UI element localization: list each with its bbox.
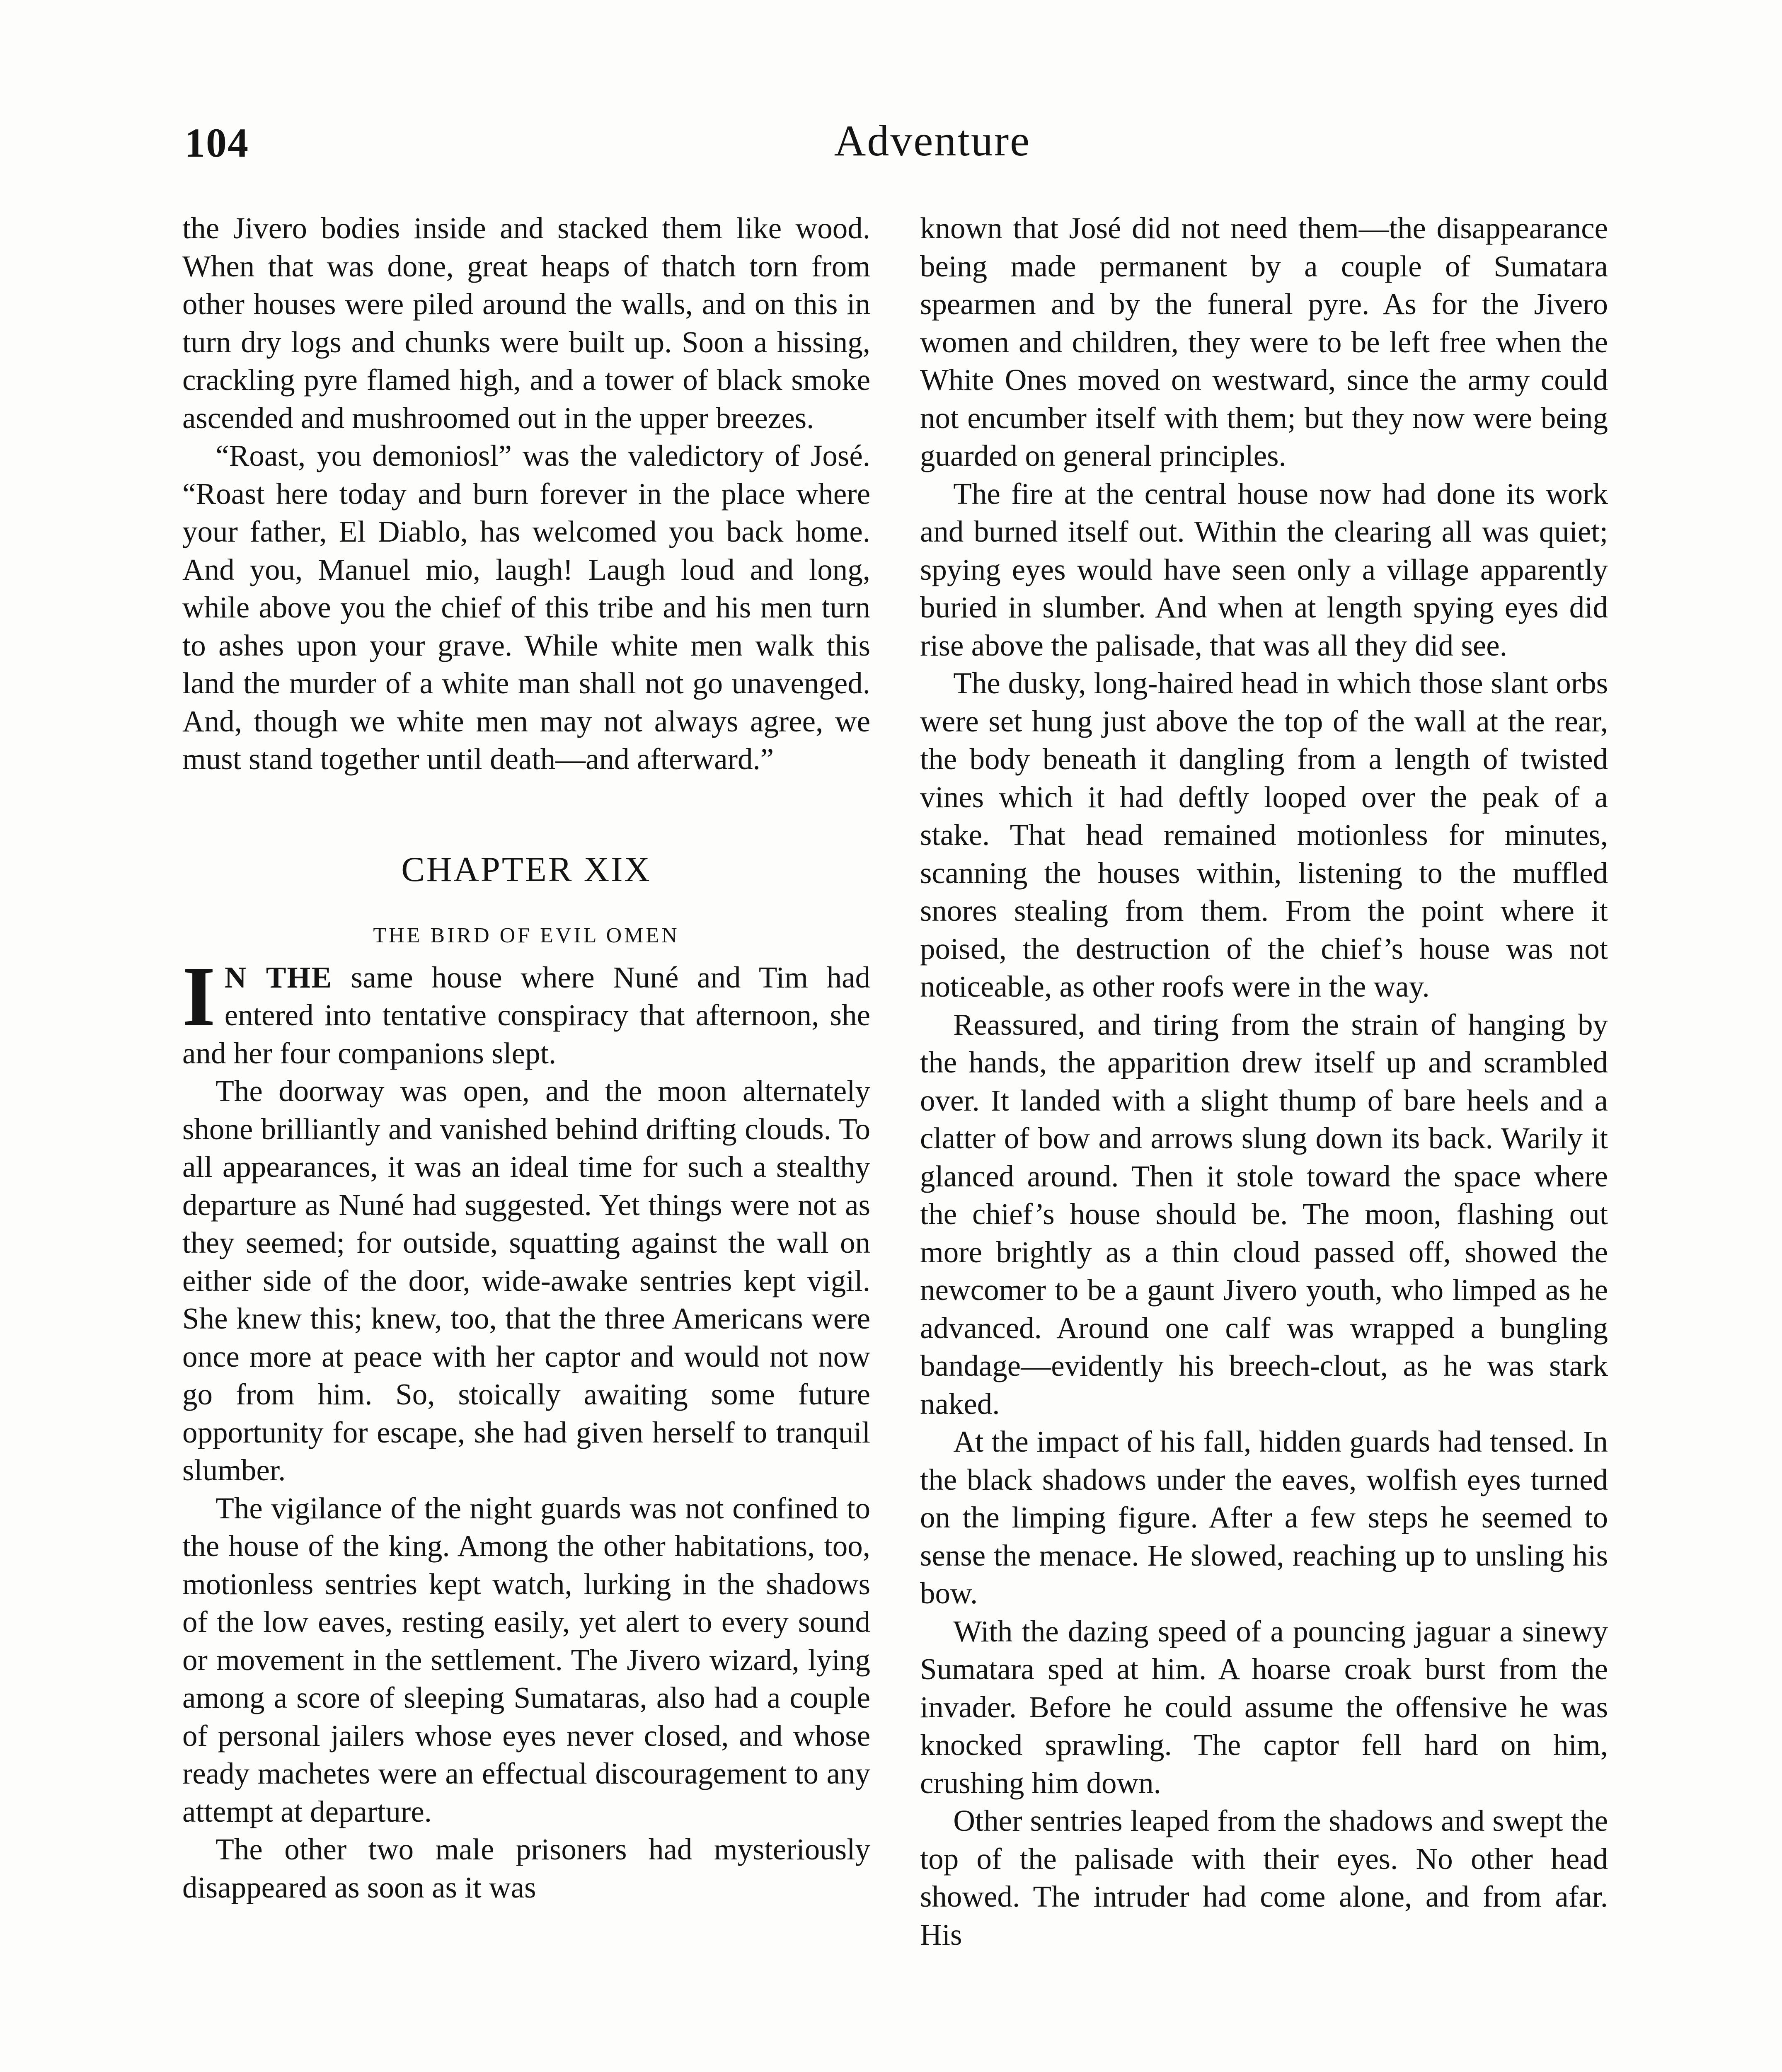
opening-text: same house where Nuné and Tim had entered into tentative conspiracy that afternoon, she and her four companions slept. (182, 960, 870, 1070)
paragraph: The doorway was open, and the moon alternately shone brilliantly and vanished behind drifting clouds. To all appearances, it was an ideal time for such a stealthy departure as Nuné had suggested. Yet things were not as they seemed; for outside, squatting against the wall on either side of the door, wide-awake sentries kept vigil. She knew this; knew, too, that the three Americans were once more at peace with her captor and would not now go from him. So, stoically awaiting some future opportunity for escape, she had given herself to tranquil slumber. (182, 1074, 870, 1487)
lead-caps: N THE (224, 960, 333, 994)
paragraph: The vigilance of the night guards was not confined to the house of the king. Among the other habitations, too, motionless sentries kept watch, lurking in the shadows of the low eaves, resting easily, yet alert to every sound or movement in the settlement. The Jivero wizard, lying among a score of sleeping Sumataras, also had a couple of personal jailers whose eyes never closed, and whose ready machetes were an effectual discouragement to any attempt at departure. (182, 1491, 870, 1828)
paragraph: The dusky, long-haired head in which those slant orbs were set hung just above the top of the wall at the rear, the body beneath it dangling from a length of twisted vines which it had deftly looped over the peak of a stake. That head remained motionless for minutes, scanning the houses within, listening to the muffled snores stealing from them. From the point where it poised, the destruction of the chief’s house was not noticeable, as other roofs were in the way. (920, 666, 1608, 1003)
paragraph: Reassured, and tiring from the strain of hanging by the hands, the apparition drew itself up and scrambled over. It landed with a slight thump of bare heels and a clatter of bow and arrows slung down its back. Warily it glanced around. Then it stole toward the space where the chief’s house should be. The moon, flashing out more brightly as a thin cloud passed off, showed the newcomer to be a gaunt Jivero youth, who limped as he advanced. Around one calf was wrapped a bungling bandage—evidently his breech-clout, as he was stark naked. (920, 1007, 1608, 1421)
paragraph: The fire at the central house now had done its work and burned itself out. Within the clearing all was quiet; spying eyes would have seen only a village apparently buried in slumber. And when at length spying eyes did rise above the palisade, that was all they did see. (920, 477, 1608, 662)
page-number: 104 (184, 120, 249, 166)
left-column (182, 209, 870, 1906)
right-column (920, 209, 1608, 1953)
chapter-subtitle: THE BIRD OF EVIL OMEN (373, 923, 680, 947)
paragraph: the Jivero bodies inside and stacked them like wood. When that was done, great heaps of thatch torn from other houses were piled around the walls, and on this in turn dry logs and chunks were built up. Soon a hissing, crackling pyre flamed high, and a tower of black smoke ascended and mushroomed out in the upper breezes. (182, 211, 870, 435)
drop-cap: I (182, 949, 215, 1043)
paragraph: “Roast, you demoniosl” was the valedictory of José. “Roast here today and burn forever in the place where your father, El Diablo, has welcomed you back home. And you, Manuel mio, laugh! Laugh loud and long, while above you the chief of this tribe and his men turn to ashes upon your grave. While white men walk this land the murder of a white man shall not go unavenged. And, though we white men may not always agree, we must stand together until death—and afterward.” (182, 439, 870, 776)
chapter-title: CHAPTER XIX (401, 850, 651, 889)
paragraph: known that José did not need them—the disappearance being made permanent by a couple of Sumatara spearmen and by the funeral pyre. As for the Jivero women and children, they were to be left free when the White Ones moved on westward, since the army could not encumber itself with them; but they now were being guarded on general principles. (920, 211, 1608, 472)
paragraph: At the impact of his fall, hidden guards had tensed. In the black shadows under the eaves, wolfish eyes turned on the limping figure. After a few steps he seemed to sense the menace. He slowed, reaching up to unsling his bow. (920, 1425, 1608, 1610)
paragraph: The other two male prisoners had mysteriously disappeared as soon as it was (182, 1832, 870, 1904)
running-head: Adventure (834, 116, 1031, 165)
paragraph: Other sentries leaped from the shadows and swept the top of the palisade with their eyes. No other head showed. The intruder had come alone, and from afar. His (920, 1804, 1608, 1951)
opening-paragraph (182, 949, 870, 1072)
paragraph: With the dazing speed of a pouncing jaguar a sinewy Sumatara sped at him. A hoarse croak burst from the invader. Before he could assume the offensive he was knocked sprawling. The captor fell hard on him, crushing him down. (920, 1614, 1608, 1800)
